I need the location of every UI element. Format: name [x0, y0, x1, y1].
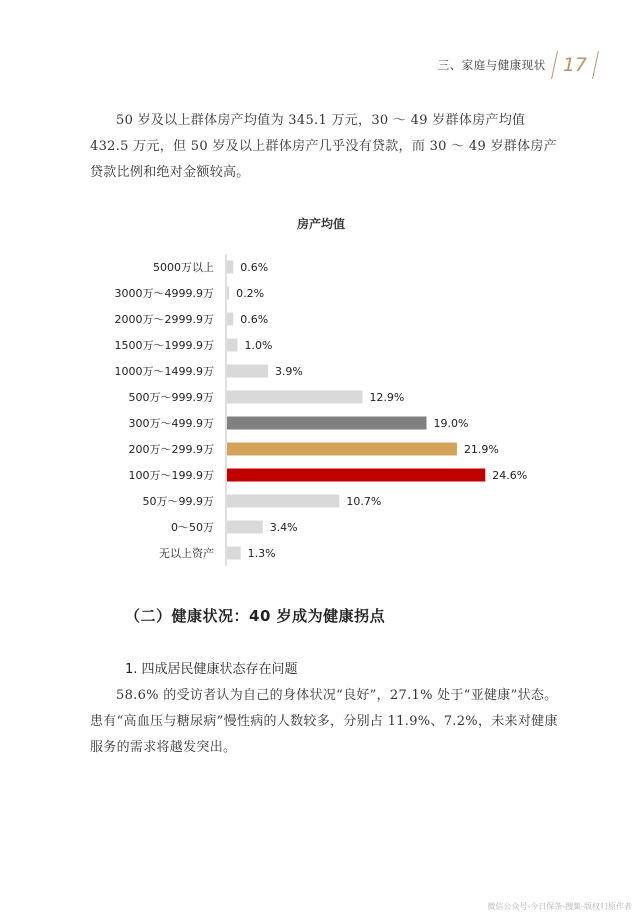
value-label: 0.2% [236, 287, 265, 300]
category-label: 500万～999.9万 [128, 391, 214, 404]
value-label: 0.6% [240, 313, 269, 326]
category-label: 200万～299.9万 [128, 443, 214, 456]
section-title: 三、家庭与健康现状 [437, 58, 546, 72]
bar [227, 417, 427, 430]
house-value-bar-chart [0, 252, 642, 572]
category-label: 1000万～1499.9万 [114, 365, 214, 378]
watermark: 微信公众号-今日保条-搜集-版权归原作者 [487, 902, 632, 911]
intro-paragraph: 50 岁及以上群体房产均值为 345.1 万元，30 ～ 49 岁群体房产均值 432.5 万元，但 50 岁及以上群体房产几乎没有贷款，而 30 ～ 49 岁群体房产贷款比例和绝对金额较高。 [90, 113, 557, 180]
subheading: 1. 四成居民健康状态存在问题 [125, 662, 298, 677]
category-label: 无以上资产 [159, 547, 214, 560]
bar [227, 287, 229, 300]
body-paragraph: 58.6% 的受访者认为自己的身体状况“良好”，27.1% 处于“亚健康”状态。患有“高血压与糖尿病”慢性病的人数较多，分别占 11.9%、7.2%，未来对健康服务的需求将越发突出。 [90, 688, 558, 755]
bar [227, 365, 268, 378]
value-label: 3.4% [269, 521, 298, 534]
bar [227, 521, 263, 534]
header-divider-right [592, 51, 599, 79]
value-label: 0.6% [240, 261, 269, 274]
bar [227, 469, 485, 482]
header-divider [551, 51, 558, 79]
section-heading: （二）健康状况：40 岁成为健康拐点 [125, 607, 386, 625]
value-label: 10.7% [346, 495, 382, 508]
category-label: 1500万～1999.9万 [114, 339, 214, 352]
category-label: 5000万以上 [153, 261, 214, 274]
bar [227, 443, 457, 456]
category-label: 50万～99.9万 [142, 495, 214, 508]
value-label: 1.3% [247, 547, 276, 560]
bar [227, 495, 339, 508]
value-label: 19.0% [433, 417, 469, 430]
value-label: 24.6% [492, 469, 528, 482]
category-label: 3000万～4999.9万 [114, 287, 214, 300]
bar [227, 339, 238, 352]
page-header [438, 50, 604, 80]
bar [227, 391, 362, 404]
value-label: 3.9% [274, 365, 303, 378]
category-label: 300万～499.9万 [128, 417, 214, 430]
value-label: 12.9% [369, 391, 405, 404]
bar [227, 313, 233, 326]
category-label: 2000万～2999.9万 [114, 313, 214, 326]
bar [227, 261, 233, 274]
category-label: 0～50万 [171, 521, 214, 534]
value-label: 1.0% [244, 339, 273, 352]
value-label: 21.9% [463, 443, 499, 456]
chart-title: 房产均值 [296, 217, 345, 231]
bar [227, 547, 241, 560]
page-number: 17 [562, 54, 587, 76]
category-label: 100万～199.9万 [128, 469, 214, 482]
